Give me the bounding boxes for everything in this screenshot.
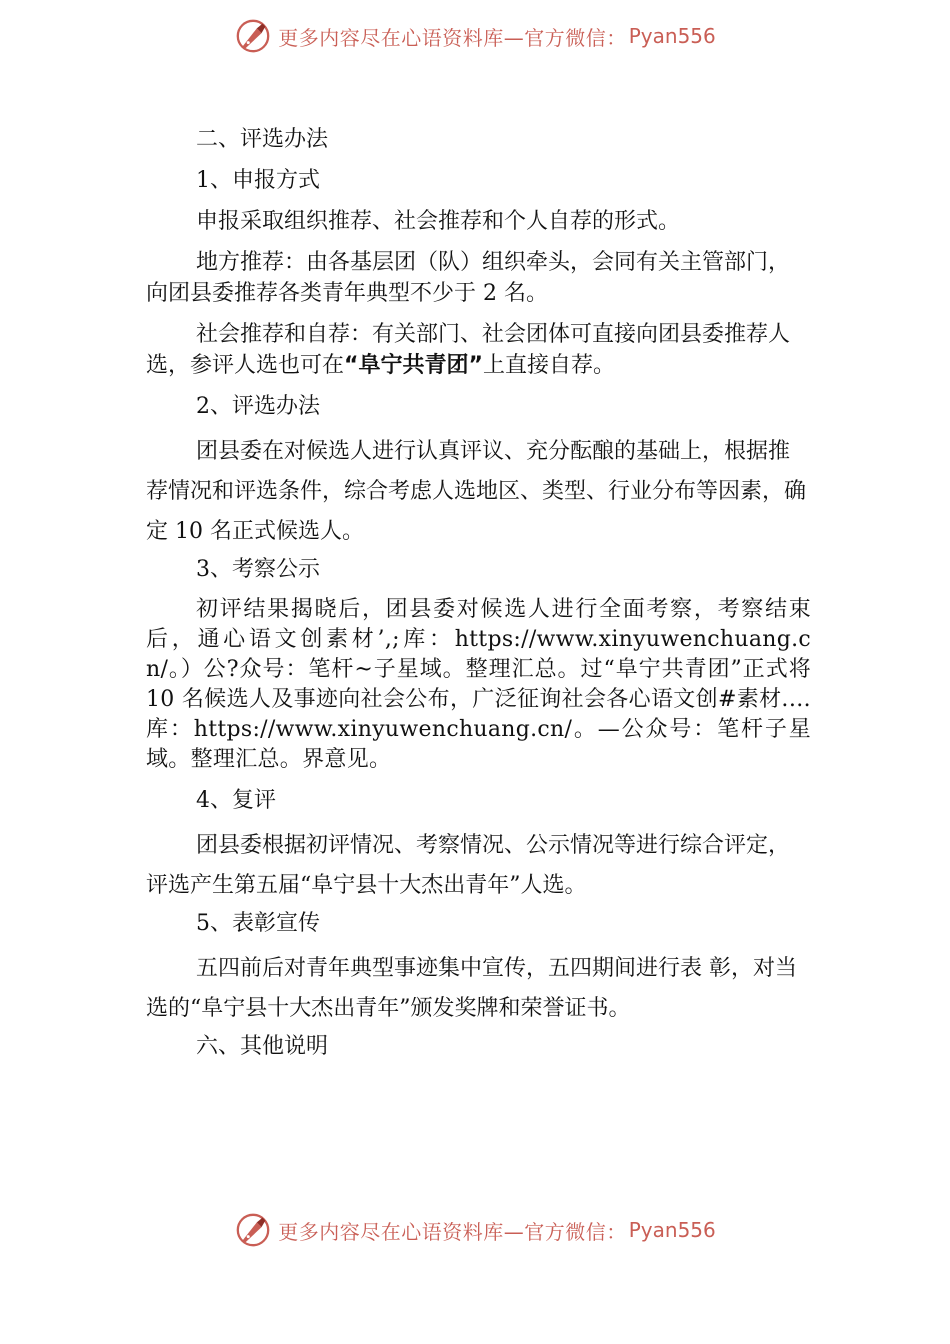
section-heading-6: 六、其他说明 [196,1034,329,1059]
pen-nib-logo-icon [234,1211,272,1249]
section-heading: 二、评选办法 [196,127,329,152]
paragraph-3-part-c: 上直接自荐。 [482,353,615,378]
paragraph-4: 团县委在对候选人进行认真评议、充分酝酿的基础上，根据推荐情况和评选条件，综合考虑人选地区、类型、行业分布等因素，确定 10 名正式候选人。 [146,439,807,544]
paragraph-1: 申报采取组织推荐、社会推荐和个人自荐的形式。 [196,209,681,234]
subheading-4: 4、复评 [196,788,276,813]
paragraph-3 [146,319,811,381]
header-banner [0,16,950,56]
paragraph-7: 五四前后对青年典型事迹集中宣传，五四期间进行表 彰，对当选的“阜宁县十大杰出青年”颁发奖牌和荣誉证书。 [146,956,797,1021]
wechat-id: Pyan556 [628,24,716,48]
account-name-bold: “阜宁共青团” [344,353,483,378]
paragraph-5: 初评结果揭晓后，团县委对候选人进行全面考察，考察结束后，通心语文创素材’,;库：https://www.xinyuwenchuang.cn/。）公?众号：笔杆~子星域。整理汇总。过“阜宁共青团”正式将 10 名候选人及事迹向社会公布，广泛征询社会各心语文创#素材.…库：https://www.xinyuwenchuang.cn/。—公众号：笔杆子星域。整理汇总。界意见。 [146,597,811,772]
wechat-id: Pyan556 [628,1218,716,1242]
pen-nib-logo-icon [234,17,272,55]
subheading-3: 3、考察公示 [196,557,320,582]
document-body [146,124,811,1062]
subheading-5: 5、表彰宣传 [196,911,320,936]
paragraph-3-part-a: 社会推荐和自荐：有关部门、社会团体可直接向团县委推荐人选，参评人选也可在 [146,322,791,378]
banner-text: 更多内容尽在心语资料库—官方微信： [278,1219,627,1244]
paragraph-6: 团县委根据初评情况、考察情况、公示情况等进行综合评定，评选产生第五届“阜宁县十大杰出青年”人选。 [146,833,791,898]
subheading-2: 2、评选办法 [196,394,320,419]
banner-text: 更多内容尽在心语资料库—官方微信： [278,25,627,50]
footer-banner [0,1210,950,1250]
paragraph-2: 地方推荐：由各基层团（队）组织牵头，会同有关主管部门，向团县委推荐各类青年典型不少于 2 名。 [146,250,791,306]
subheading-1: 1、申报方式 [196,168,320,193]
